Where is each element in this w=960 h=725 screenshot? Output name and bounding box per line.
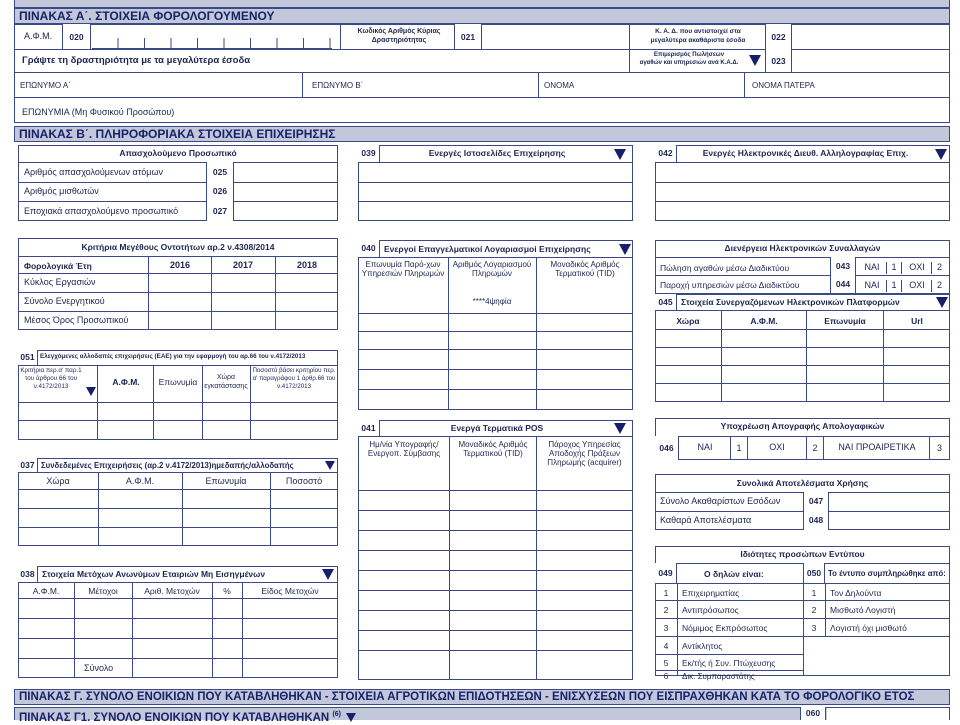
staff-label-3: Εποχιακά απασχολούμενο προσωπικό (24, 206, 179, 216)
emails-line-0 (655, 162, 950, 163)
size-col-2 (211, 256, 212, 330)
staff-label-1: Αριθμός απασχολούμενων ατόμων (24, 167, 164, 177)
size-year-1: 2016 (169, 260, 191, 270)
pos-line-6 (358, 590, 633, 591)
emails-line-2 (655, 201, 950, 202)
pos-col3: Πάροχος Υπηρεσίας Αποδοχής Πράξεων Πληρωμής (acquirer) (547, 440, 622, 467)
pos-line-2 (358, 510, 633, 511)
sales-allocation-dropdown-icon[interactable] (749, 55, 761, 66)
platforms-div-3 (883, 310, 884, 402)
emails-title: Ενεργές Ηλεκτρονικές Διευθ. Αλληλογραφίας Επιχ. (702, 148, 909, 158)
filler-n-3[interactable]: 3 (811, 623, 817, 633)
staff-title: Απασχολούμενο Προσωπικό (119, 148, 237, 158)
sales-allocation-label: Επιμερισμός Πωλήσεων αγαθών και υπηρεσιών ανά Κ.Α.Δ. (639, 52, 739, 66)
accounts-title: Ενεργοί Επαγγελματικοί Λογαριασμοί Επιχείρησης (384, 244, 591, 254)
afm-end-divider (340, 24, 341, 50)
afm-code: 020 (62, 24, 91, 50)
controlled-line-2 (18, 420, 338, 421)
declarant-title: Ο δηλών είναι: (704, 569, 764, 579)
pos-line-0 (358, 436, 633, 437)
platforms-line-0 (655, 310, 950, 311)
persons-line-6 (655, 670, 803, 671)
size-year-3: 2018 (296, 260, 318, 270)
pos-code: 041 (358, 420, 380, 436)
size-row-3: Μέσος Όρος Προσωπικού (24, 315, 129, 325)
related-line-2 (18, 508, 338, 509)
pos-title: Ενεργά Τερματικά POS (450, 423, 544, 433)
controlled-col5: Ποσοστό βάσει κριτηρίου περ. α' παραγράφου 1 άρθρ.66 του ν.4172/2013 (252, 367, 336, 390)
related-line-3 (18, 527, 338, 528)
ecommerce-row2-yes-num: 1 (886, 280, 902, 292)
afm-label: Α.Φ.Μ. (24, 31, 53, 41)
size-line-0 (18, 256, 338, 257)
filler-title: Το έντυπο συμπληρώθηκε από: (828, 569, 946, 578)
staff-code-3: 027 (206, 201, 234, 221)
websites-line-2 (358, 201, 633, 202)
activity-divider (629, 49, 630, 73)
ecommerce-line-1 (655, 275, 950, 276)
inventory-optional-num: 3 (929, 436, 949, 460)
declarant-n-5[interactable]: 5 (663, 658, 669, 668)
pos-line-5 (358, 570, 633, 571)
kad-match-label: Κ. Α. Δ. που αντιστοιχεί στα μεγαλύτερα ακαθάριστα έσοδα (650, 28, 746, 44)
declarant-num-divider (677, 583, 678, 676)
names-divider-2 (538, 72, 539, 98)
declarant-n-3[interactable]: 3 (663, 623, 669, 633)
activity-input[interactable] (300, 50, 628, 72)
results-title: Συνολικά Αποτελέσματα Χρήσης (736, 478, 869, 488)
kad-label: Κωδικός Αριθμός Κύριας Δραστηριότητας (357, 28, 441, 44)
shareholders-div-2 (132, 582, 133, 678)
section-b-header: ΠΙΝΑΚΑΣ Β΄. ΠΛΗΡΟΦΟΡΙΑΚΑ ΣΤΟΙΧΕΙΑ ΕΠΙΧΕΙΡΗΣΗΣ (14, 126, 950, 142)
declarant-code: 049 (655, 563, 677, 583)
kad-match-code: 022 (765, 24, 792, 50)
controlled-code: 051 (18, 350, 38, 365)
kad-code: 021 (454, 24, 482, 50)
platforms-code: 045 (655, 294, 677, 310)
accounts-col3: Μοναδικός Αριθμός Τερματικού (TID) (550, 260, 620, 278)
declarant-label-5: Εκ/τής ή Συν. Πτώχευσης (682, 658, 776, 668)
accounts-code: 040 (358, 240, 380, 257)
emails-line-1 (655, 182, 950, 183)
staff-code-2: 026 (206, 182, 234, 201)
related-code: 037 (18, 458, 38, 472)
related-col-2: Α.Φ.Μ. (125, 476, 155, 486)
persons-title: Ιδιότητες προσώπων Εντύπου (740, 549, 865, 559)
ecommerce-row2-no-num: 2 (931, 280, 947, 292)
size-col-1 (148, 256, 149, 330)
platforms-title: Στοιχεία Συνεργαζόμενων Ηλεκτρονικών Πλατφορμών (681, 297, 900, 307)
declarant-label-3: Νόμιμος Εκπρόσωπος (682, 623, 768, 633)
size-col-3 (275, 256, 276, 330)
size-line-2 (18, 292, 338, 293)
section-g-header: ΠΙΝΑΚΑΣ Γ. ΣΥΝΟΛΟ ΕΝΟΙΚΙΩΝ ΠΟΥ ΚΑΤΑΒΛΗΘΗΚΑΝ - ΣΤΟΙΧΕΙΑ ΑΓΡΟΤΙΚΩΝ ΕΠΙΔΟΤΗΣΕΩΝ - ΕΝΙΣΧΥΣΕΩΝ ΠΟΥ ΕΙΣΠΡΑΧΘΗΚΑΝ ΚΑΤΑ ΤΟ ΦΟΡΟΛΟΓΙΚΟ ΕΤΟΣ (14, 689, 950, 705)
platforms-col-1: Χώρα (676, 316, 700, 326)
related-title: Συνδεδεμένες Επιχειρήσεις (αρ.2 ν.4172/2013)ημεδαπής/αλλοδαπής (41, 461, 294, 470)
father-name-label: ΟΝΟΜΑ ΠΑΤΕΡΑ (752, 81, 815, 90)
ecommerce-row1-yes[interactable]: ΝΑΙ (864, 262, 880, 272)
ecommerce-row2-no[interactable]: ΟΧΙ (909, 280, 925, 290)
accounts-line-1 (358, 313, 633, 314)
inventory-title: Υποχρέωση Απογραφής Απολογαφικών (720, 421, 885, 431)
websites-line-0 (358, 162, 633, 163)
declarant-n-6[interactable]: 6 (663, 672, 669, 681)
platforms-div-1 (721, 310, 722, 402)
emails-code: 042 (655, 145, 677, 162)
declarant-n-4[interactable]: 4 (663, 641, 669, 651)
kad-match-input[interactable] (793, 25, 949, 49)
ecommerce-line-0 (655, 257, 950, 258)
shareholders-col-2: Μέτοχοι (88, 586, 118, 596)
filler-num-divider (825, 583, 826, 636)
size-row-2: Σύνολο Ενεργητικού (24, 296, 105, 306)
results-row2-label: Καθαρά Αποτελέσματα (660, 515, 752, 525)
ecommerce-row1-no[interactable]: ΟΧΙ (909, 262, 925, 272)
results-row1-label: Σύνολο Ακαθαρίστων Εσόδων (660, 496, 781, 506)
related-div-3 (270, 472, 271, 546)
related-div-2 (182, 472, 183, 546)
pos-line-9 (358, 650, 633, 651)
name-label: ΟΝΟΜΑ (544, 81, 575, 90)
staff-line-1 (18, 182, 338, 183)
shareholders-col-1: Α.Φ.Μ. (32, 586, 60, 596)
controlled-col2: Α.Φ.Μ. (112, 377, 140, 387)
platforms-dropdown-icon[interactable] (936, 297, 948, 308)
shareholders-div-1 (74, 582, 75, 678)
controlled-line-1 (18, 402, 338, 403)
pos-line-3 (358, 530, 633, 531)
accounts-col1: Επωνυμία Παρό-χων Υπηρεσιών Πληρωμών (361, 260, 445, 278)
shareholders-line-0 (18, 582, 338, 583)
pos-line-1 (358, 490, 633, 491)
top-border (14, 0, 950, 8)
pos-div-2 (536, 436, 537, 680)
filler-code: 050 (803, 563, 825, 583)
related-col-1: Χώρα (46, 476, 70, 486)
accounts-line-5 (358, 389, 633, 390)
staff-line-2 (18, 201, 338, 202)
ecommerce-title: Διενέργεια Ηλεκτρονικών Συναλλαγών (724, 243, 881, 253)
pos-line-7 (358, 610, 633, 611)
shareholders-line-2 (18, 618, 338, 619)
shareholders-div-3 (212, 582, 213, 678)
declarant-label-1: Επιχειρηματίας (682, 588, 740, 598)
controlled-col3: Επωνυμία (158, 377, 198, 387)
websites-code: 039 (358, 145, 380, 162)
platforms-col-3: Επωνυμία (824, 316, 866, 326)
filler-n-2[interactable]: 2 (811, 605, 817, 615)
persons-mid-divider (803, 563, 804, 676)
websites-title: Ενεργές Ιστοσελίδες Επιχείρησης (428, 148, 566, 158)
related-div-1 (98, 472, 99, 546)
pos-line-4 (358, 550, 633, 551)
platforms-col-2: Α.Φ.Μ. (750, 316, 778, 326)
persons-line-4 (655, 636, 950, 637)
accounts-dropdown-icon[interactable] (619, 244, 631, 255)
declarant-label-6: Δικ. Συμπαραστάτης (682, 672, 755, 681)
size-row-1: Κύκλος Εργασιών (24, 277, 96, 287)
platforms-line-3 (655, 365, 950, 366)
pos-col1: Ημ/νία Υπογραφής/Ενεργοπ. Σύμβασης (367, 440, 441, 458)
declarant-n-2[interactable]: 2 (663, 605, 669, 615)
size-year-2: 2017 (232, 260, 254, 270)
kad-input[interactable] (483, 25, 628, 49)
ecommerce-row2-code: 044 (830, 275, 856, 293)
shareholders-line-4 (18, 658, 338, 659)
filler-label-2: Μισθωτό Λογιστή (830, 605, 896, 615)
platforms-line-1 (655, 329, 950, 330)
persons-line-5 (655, 654, 803, 655)
pos-dropdown-icon[interactable] (614, 423, 626, 434)
related-col-4: Ποσοστό (285, 476, 323, 486)
related-line-1 (18, 489, 338, 490)
section-g1-input[interactable] (827, 708, 949, 720)
section-g1-note: (6) (332, 711, 342, 718)
inventory-no-num: 2 (806, 436, 824, 460)
controlled-col4: Χώρα εγκατάστασης (204, 374, 248, 390)
controlled-dropdown-icon[interactable] (86, 387, 96, 396)
ecommerce-row1-code: 043 (830, 257, 856, 275)
inventory-optional[interactable]: ΝΑΙ ΠΡΟΑΙΡΕΤΙΚΑ (838, 442, 916, 452)
filler-label-1: Τον Δηλούντα (830, 588, 882, 598)
names-divider-1 (302, 72, 303, 98)
staff-line-0 (18, 162, 338, 163)
platforms-line-2 (655, 347, 950, 348)
staff-code-1: 025 (206, 162, 234, 182)
shareholders-code: 038 (18, 566, 38, 582)
controlled-line-0 (18, 365, 338, 366)
accounts-col-div-1 (448, 257, 449, 410)
shareholders-div-4 (242, 582, 243, 678)
section-g1-dropdown-icon[interactable] (346, 713, 356, 722)
filler-n-1[interactable]: 1 (811, 588, 817, 598)
section-g1-code: 060 (800, 707, 826, 720)
size-line-1 (18, 273, 338, 274)
shareholders-line-1 (18, 598, 338, 599)
shareholders-col-5: Είδος Μετοχών (261, 586, 319, 596)
controlled-box (18, 350, 338, 440)
websites-dropdown-icon[interactable] (614, 149, 626, 160)
shareholders-col-3: Αριθ. Μετοχών (144, 586, 200, 596)
platforms-div-2 (806, 310, 807, 402)
shareholders-col-4: % (223, 586, 231, 596)
accounts-line-4 (358, 369, 633, 370)
declarant-label-4: Αντίκλητος (682, 641, 723, 651)
section-g1-title: ΠΙΝΑΚΑΣ Γ1. ΣΥΝΟΛΟ ΕΝΟΙΚΙΩΝ ΠΟΥ ΚΑΤΑΒΛΗΘΗΚΑΝ (19, 711, 330, 724)
pos-col2: Μοναδικός Αριθμός Τερματικού (TID) (458, 440, 528, 458)
ecommerce-row2-label: Παροχή υπηρεσιών μέσω Διαδικτύου (660, 280, 800, 290)
emails-dropdown-icon[interactable] (935, 149, 947, 160)
platforms-col-4: Url (911, 316, 923, 326)
pos-div-1 (449, 436, 450, 680)
controlled-col1: Κριτήρια περ.α' παρ.1 του άρθρου 66 του ν.4172/2013 (20, 367, 82, 390)
persons-line-2 (655, 600, 950, 601)
related-dropdown-icon[interactable] (325, 461, 335, 470)
afm-ticks (92, 38, 332, 49)
kad-end-divider (629, 24, 630, 50)
section-a-header: ΠΙΝΑΚΑΣ Α΄. ΣΤΟΙΧΕΙΑ ΦΟΡΟΛΟΓΟΥΜΕΝΟΥ (14, 8, 950, 24)
declarant-label-2: Αντιπρόσωπος (682, 605, 739, 615)
accounts-col-div-2 (536, 257, 537, 410)
controlled-title: Ελεγχόμενες αλλοδαπές επιχειρήσεις (ΕΑΕ) για την εφαρμογή του αρ.66 του ν.4172/2013 (40, 353, 306, 360)
declarant-n-1[interactable]: 1 (663, 588, 669, 598)
shareholders-title: Στοιχεία Μετόχων Ανωνύμων Εταιριών Μη Εισηγμένων (42, 569, 266, 579)
related-line-0 (18, 472, 338, 473)
sales-allocation-code: 023 (765, 49, 792, 73)
accounts-line-0 (358, 257, 633, 258)
names-divider-3 (744, 72, 745, 98)
inventory-no[interactable]: ΟΧΙ (769, 442, 785, 452)
company-name-label: ΕΠΩΝΥΜΙΑ (Μη Φυσικού Προσώπου) (22, 107, 175, 117)
ecommerce-row1-no-num: 2 (931, 262, 947, 274)
accounts-col2-note: ****4ψηφία (472, 297, 512, 306)
staff-label-2: Αριθμός μισθωτών (24, 186, 99, 196)
size-criteria-title: Κριτήρια Μεγέθους Οντοτήτων αρ.2 ν.4308/2014 (81, 242, 275, 252)
size-year-label: Φορολογικά Έτη (24, 261, 92, 271)
inventory-line-0 (655, 436, 950, 437)
platforms-line-4 (655, 383, 950, 384)
inventory-code: 046 (655, 436, 679, 460)
surname-a-label: ΕΠΩΝΥΜΟ Α΄ (20, 81, 71, 90)
persons-line-3 (655, 618, 950, 619)
inventory-yes-num: 1 (730, 436, 748, 460)
shareholders-line-3 (18, 638, 338, 639)
ecommerce-row2-yes[interactable]: ΝΑΙ (864, 280, 880, 290)
results-row2-code: 048 (803, 511, 829, 530)
filler-label-3: Λογιστή όχι μισθωτό (830, 623, 907, 633)
surname-b-label: ΕΠΩΝΥΜΟ Β΄ (312, 81, 364, 90)
related-col-3: Επωνυμία (205, 476, 247, 486)
results-row1-code: 047 (803, 492, 829, 511)
ecommerce-row1-yes-num: 1 (886, 262, 902, 274)
ecommerce-row1-label: Πώληση αγαθών μέσω Διαδικτύου (660, 263, 790, 273)
size-line-3 (18, 311, 338, 312)
accounts-line-2 (358, 331, 633, 332)
pos-line-8 (358, 630, 633, 631)
shareholders-total: Σύνολο (84, 663, 114, 673)
accounts-col2: Αριθμός Λογαριασμού Πληρωμών (452, 260, 532, 278)
inventory-yes[interactable]: ΝΑΙ (697, 442, 713, 452)
shareholders-dropdown-icon[interactable] (322, 569, 334, 580)
websites-line-1 (358, 182, 633, 183)
accounts-line-3 (358, 349, 633, 350)
activity-label: Γράψτε τη δραστηριότητα με τα μεγαλύτερα έσοδα (22, 55, 251, 66)
